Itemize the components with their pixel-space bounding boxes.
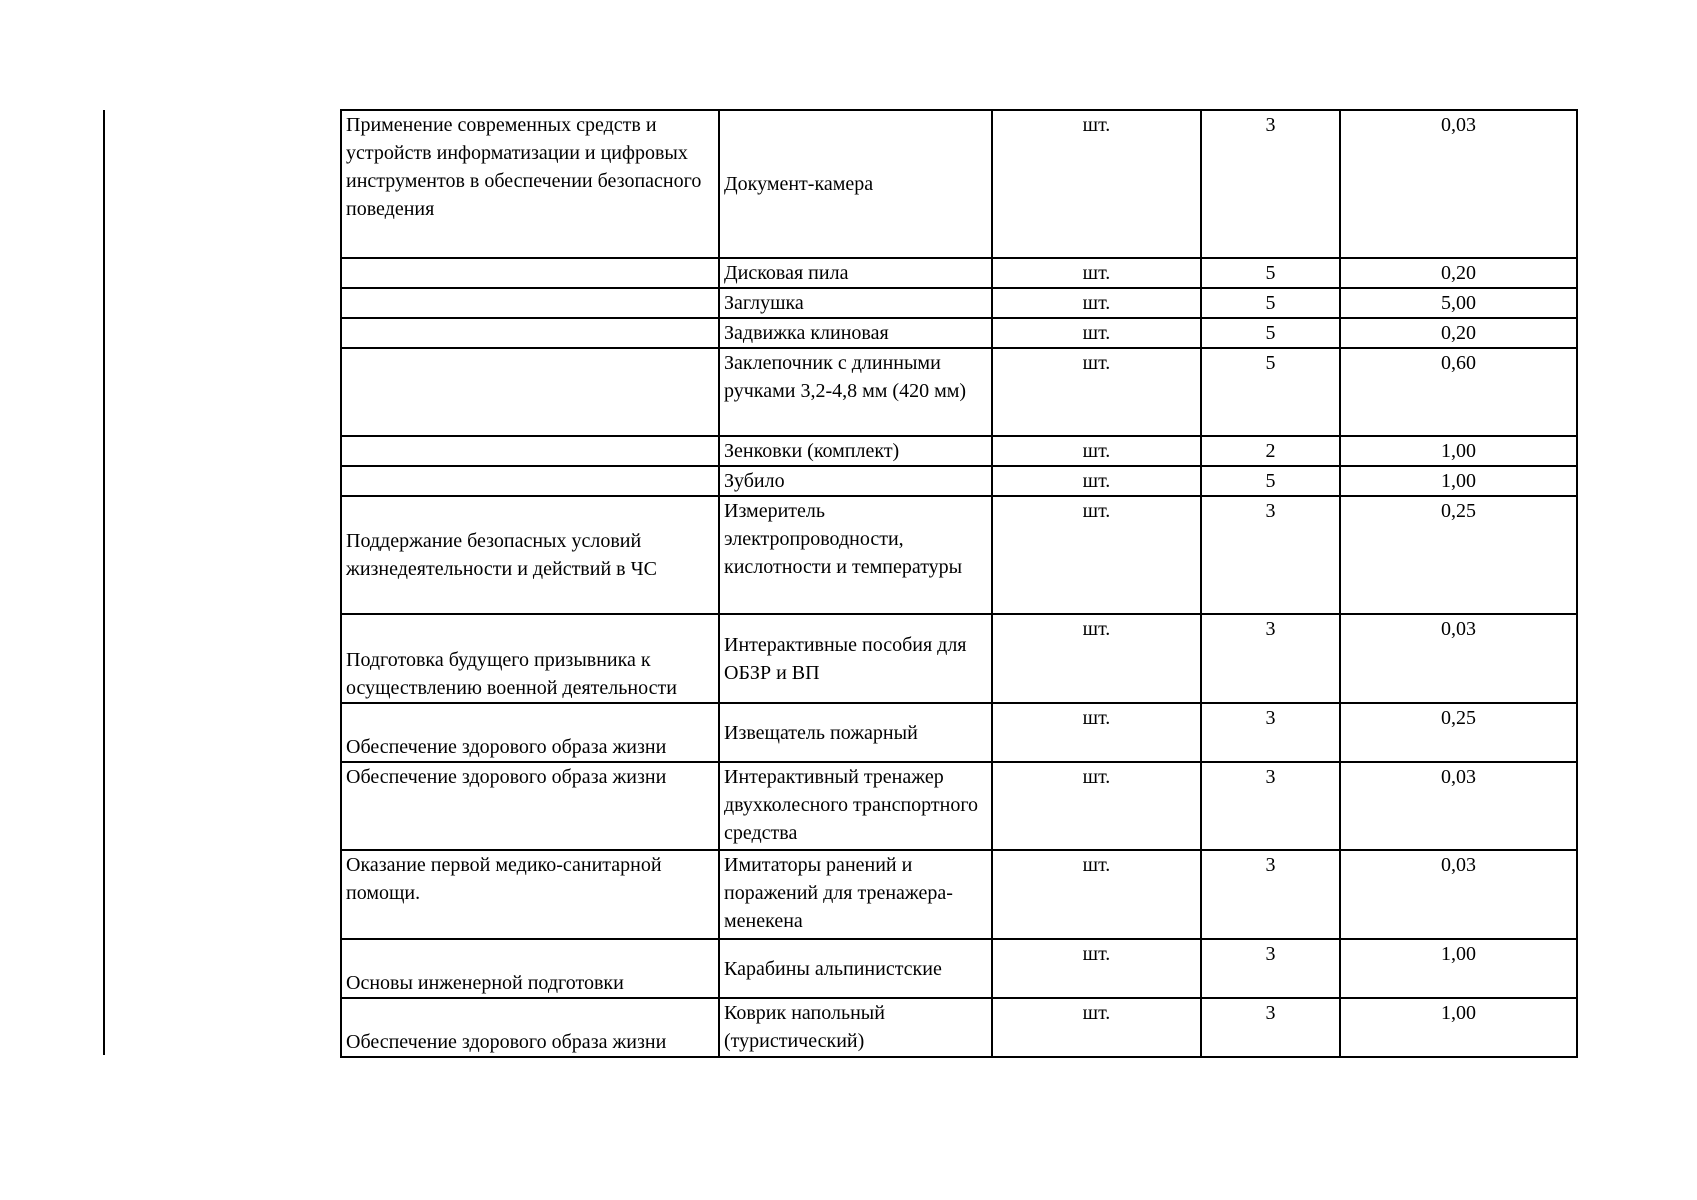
quantity-cell: 5 bbox=[1201, 466, 1340, 496]
item-name-cell: Коврик напольный (туристический) bbox=[719, 998, 992, 1057]
unit-cell: шт. bbox=[992, 998, 1201, 1057]
item-name-cell: Имитаторы ранений и поражений для тренажера-менекена bbox=[719, 850, 992, 939]
norm-cell: 5,00 bbox=[1340, 288, 1577, 318]
item-name-cell: Заглушка bbox=[719, 288, 992, 318]
table-row bbox=[341, 258, 1577, 288]
unit-cell: шт. bbox=[992, 762, 1201, 850]
norm-cell: 0,20 bbox=[1340, 318, 1577, 348]
norm-cell: 0,25 bbox=[1340, 703, 1577, 762]
norm-cell: 0,20 bbox=[1340, 258, 1577, 288]
unit-cell: шт. bbox=[992, 466, 1201, 496]
equipment-table bbox=[340, 109, 1578, 1058]
unit-cell: шт. bbox=[992, 496, 1201, 614]
quantity-cell: 3 bbox=[1201, 703, 1340, 762]
unit-cell: шт. bbox=[992, 258, 1201, 288]
quantity-cell: 3 bbox=[1201, 850, 1340, 939]
item-name-cell: Документ-камера bbox=[719, 110, 992, 258]
table-row bbox=[341, 466, 1577, 496]
topic-cell bbox=[341, 348, 719, 436]
table-row bbox=[341, 496, 1577, 614]
topic-cell: Обеспечение здорового образа жизни bbox=[341, 998, 719, 1057]
table-row bbox=[341, 850, 1577, 939]
unit-cell: шт. bbox=[992, 939, 1201, 998]
topic-cell bbox=[341, 466, 719, 496]
item-name-cell: Зенковки (комплект) bbox=[719, 436, 992, 466]
item-name-cell: Карабины альпинистские bbox=[719, 939, 992, 998]
norm-cell: 1,00 bbox=[1340, 998, 1577, 1057]
norm-cell: 0,25 bbox=[1340, 496, 1577, 614]
table-row bbox=[341, 998, 1577, 1057]
norm-cell: 0,03 bbox=[1340, 850, 1577, 939]
unit-cell: шт. bbox=[992, 436, 1201, 466]
item-name-cell: Извещатель пожарный bbox=[719, 703, 992, 762]
quantity-cell: 2 bbox=[1201, 436, 1340, 466]
table-row bbox=[341, 348, 1577, 436]
unit-cell: шт. bbox=[992, 288, 1201, 318]
quantity-cell: 3 bbox=[1201, 496, 1340, 614]
topic-cell bbox=[341, 258, 719, 288]
table-row bbox=[341, 703, 1577, 762]
quantity-cell: 3 bbox=[1201, 762, 1340, 850]
topic-cell: Обеспечение здорового образа жизни bbox=[341, 703, 719, 762]
quantity-cell: 3 bbox=[1201, 614, 1340, 703]
unit-cell: шт. bbox=[992, 318, 1201, 348]
unit-cell: шт. bbox=[992, 614, 1201, 703]
quantity-cell: 5 bbox=[1201, 318, 1340, 348]
unit-cell: шт. bbox=[992, 703, 1201, 762]
norm-cell: 1,00 bbox=[1340, 466, 1577, 496]
item-name-cell: Задвижка клиновая bbox=[719, 318, 992, 348]
quantity-cell: 5 bbox=[1201, 288, 1340, 318]
norm-cell: 0,03 bbox=[1340, 762, 1577, 850]
topic-cell: Оказание первой медико-санитарной помощи. bbox=[341, 850, 719, 939]
table-row bbox=[341, 939, 1577, 998]
item-name-cell: Дисковая пила bbox=[719, 258, 992, 288]
table-row bbox=[341, 110, 1577, 258]
topic-cell bbox=[341, 288, 719, 318]
quantity-cell: 3 bbox=[1201, 110, 1340, 258]
quantity-cell: 3 bbox=[1201, 998, 1340, 1057]
topic-cell: Поддержание безопасных условий жизнедеятельности и действий в ЧС bbox=[341, 496, 719, 614]
table-row bbox=[341, 436, 1577, 466]
topic-cell bbox=[341, 318, 719, 348]
unit-cell: шт. bbox=[992, 348, 1201, 436]
table-row bbox=[341, 318, 1577, 348]
topic-cell bbox=[341, 436, 719, 466]
table-row bbox=[341, 614, 1577, 703]
table-row bbox=[341, 762, 1577, 850]
topic-cell: Применение современных средств и устройств информатизации и цифровых инструментов в обеспечении безопасного поведения bbox=[341, 110, 719, 258]
item-name-cell: Интерактивный тренажер двухколесного транспортного средства bbox=[719, 762, 992, 850]
topic-cell: Обеспечение здорового образа жизни bbox=[341, 762, 719, 850]
norm-cell: 0,03 bbox=[1340, 614, 1577, 703]
item-name-cell: Зубило bbox=[719, 466, 992, 496]
topic-cell: Подготовка будущего призывника к осуществлению военной деятельности bbox=[341, 614, 719, 703]
equipment-table-body bbox=[341, 110, 1577, 1057]
quantity-cell: 5 bbox=[1201, 348, 1340, 436]
norm-cell: 0,03 bbox=[1340, 110, 1577, 258]
unit-cell: шт. bbox=[992, 850, 1201, 939]
topic-cell: Основы инженерной подготовки bbox=[341, 939, 719, 998]
quantity-cell: 3 bbox=[1201, 939, 1340, 998]
quantity-cell: 5 bbox=[1201, 258, 1340, 288]
item-name-cell: Измеритель электропроводности, кислотности и температуры bbox=[719, 496, 992, 614]
norm-cell: 1,00 bbox=[1340, 939, 1577, 998]
margin-line bbox=[103, 110, 105, 1055]
norm-cell: 1,00 bbox=[1340, 436, 1577, 466]
table-row bbox=[341, 288, 1577, 318]
item-name-cell: Интерактивные пособия для ОБЗР и ВП bbox=[719, 614, 992, 703]
norm-cell: 0,60 bbox=[1340, 348, 1577, 436]
item-name-cell: Заклепочник с длинными ручками 3,2-4,8 мм (420 мм) bbox=[719, 348, 992, 436]
unit-cell: шт. bbox=[992, 110, 1201, 258]
